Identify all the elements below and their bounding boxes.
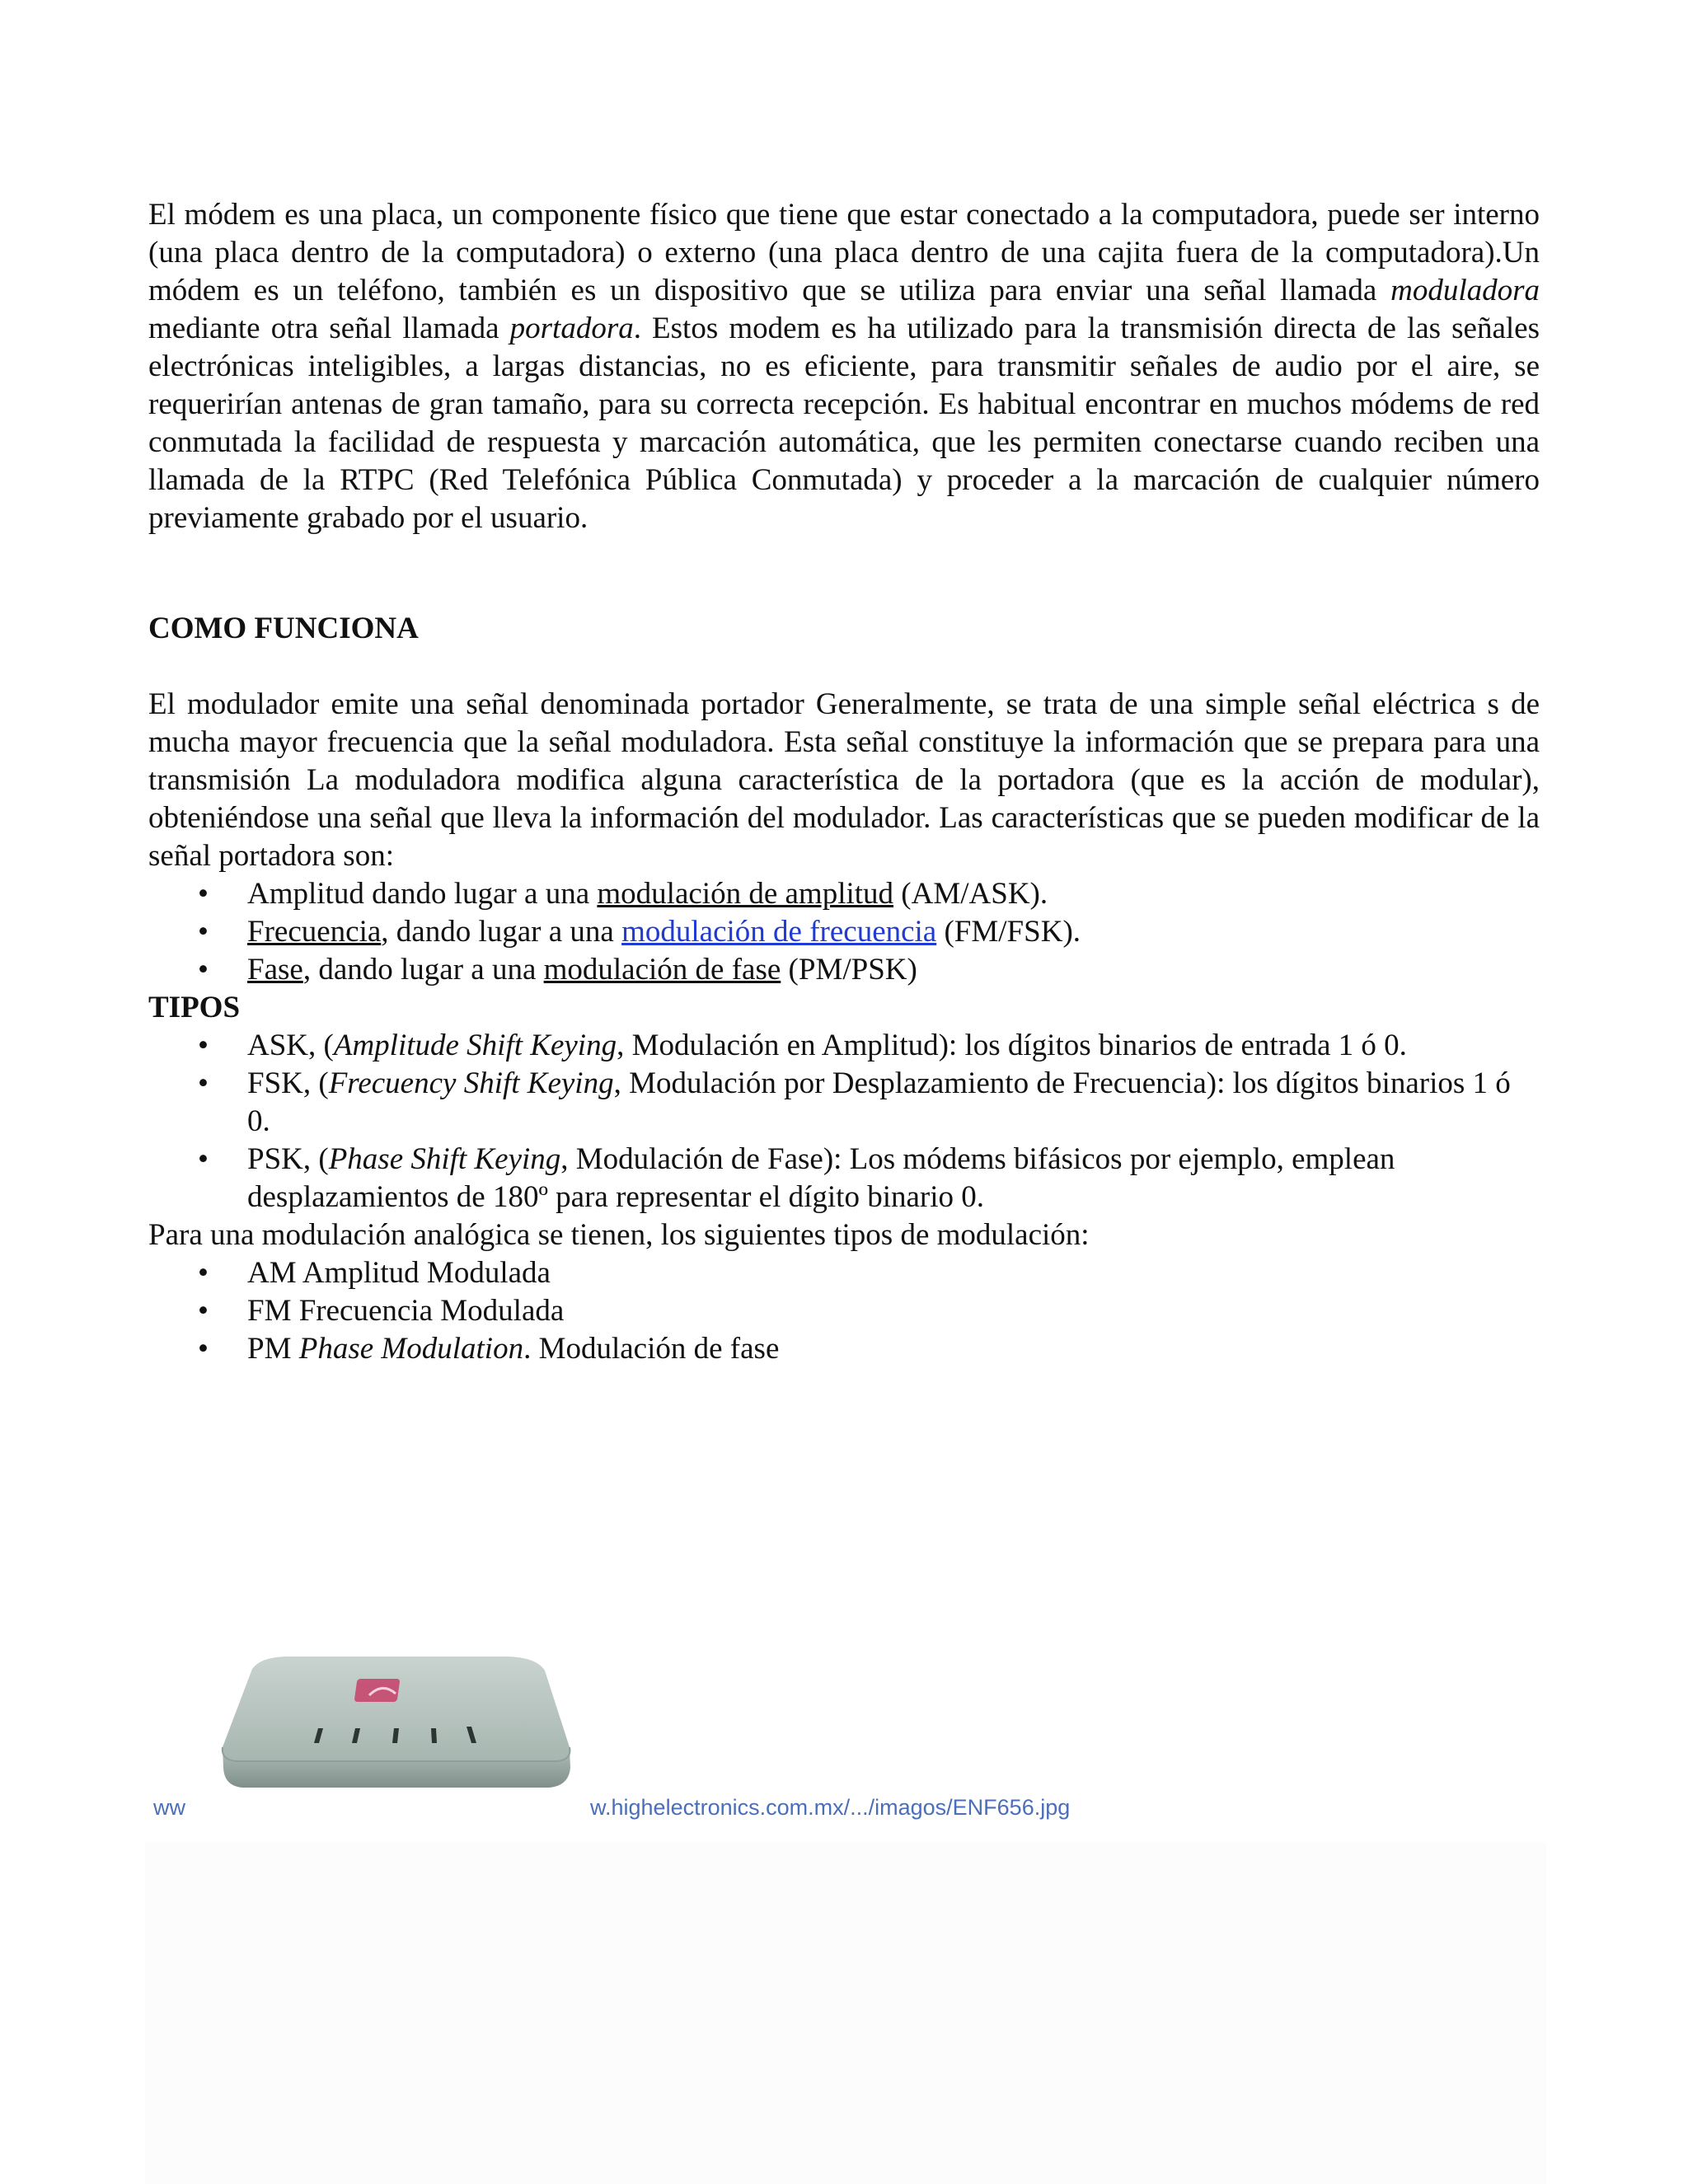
characteristics-list [148, 875, 1540, 989]
bullet-icon: • [198, 1066, 209, 1100]
item-emphasis: Frecuency Shift Keying [328, 1066, 614, 1100]
intro-paragraph [148, 196, 1540, 537]
item-text: (PM/PSK) [781, 953, 917, 987]
item-text: (FM/FSK). [936, 915, 1081, 949]
link-fase[interactable]: Fase [247, 953, 303, 987]
section-heading-como-funciona: COMO FUNCIONA [148, 612, 419, 645]
item-emphasis: Amplitude Shift Keying [333, 1029, 617, 1062]
modem-illustration-icon [219, 1652, 574, 1793]
modem-image [219, 1652, 574, 1793]
link-modulacion-amplitud[interactable]: modulación de amplitud [597, 877, 894, 911]
analogica-list [148, 1254, 1540, 1368]
bullet-icon: • [198, 1029, 209, 1062]
item-emphasis: Phase Modulation [298, 1332, 524, 1366]
item-text: FM Frecuencia Modulada [247, 1294, 565, 1328]
item-text: ASK, ( [247, 1029, 334, 1062]
como-funciona-paragraph: El modulador emite una señal denominada portador Generalmente, se trata de una simple señal eléctrica s de mucha mayor frecuencia que la señal moduladora. Esta señal constituye la información que se prepara para una transmisión La moduladora modifica alguna característica de la portadora (que es la acción de modular), obteniéndose una señal que lleva la información del modulador. Las características que se pueden modificar de la señal portadora son: [148, 687, 1540, 873]
link-modulacion-fase[interactable]: modulación de fase [543, 953, 781, 987]
item-text: , Modulación por Desplazamiento de Frecuencia): los dígitos binarios 1 ó 0. [247, 1066, 1511, 1138]
intro-text-2: mediante otra señal llamada [148, 312, 510, 345]
list-item [198, 1027, 1540, 1065]
list-item [198, 1330, 1540, 1368]
list-item [198, 875, 1540, 913]
faint-background-panel [145, 1842, 1546, 2184]
item-text: (AM/ASK). [893, 877, 1048, 911]
bullet-icon: • [198, 1294, 209, 1328]
bullet-icon: • [198, 1256, 209, 1290]
intro-moduladora: moduladora [1390, 274, 1540, 307]
tipos-list [148, 1027, 1540, 1216]
list-item [198, 1141, 1540, 1216]
image-caption-url: w.highelectronics.com.mx/.../imagos/ENF656.jpg [590, 1795, 1071, 1820]
list-item [198, 1254, 1540, 1292]
link-modulacion-frecuencia[interactable]: modulación de frecuencia [621, 915, 937, 949]
document-content [148, 196, 1540, 1368]
intro-text-3: . Estos modem es ha utilizado para la transmisión directa de las señales electrónicas inteligibles, a largas distancias, no es eficiente, para transmitir señales de audio por el aire, se requerirían antenas de gran tamaño, para su correcta recepción. Es habitual encontrar en muchos módems de red conmutada la facilidad de respuesta y marcación automática, que les permiten conectarse cuando reciben una llamada de la RTPC (Red Telefónica Pública Conmutada) y proceder a la marcación de cualquier número previamente grabado por el usuario. [148, 312, 1540, 535]
list-item [198, 913, 1540, 951]
analogica-intro: Para una modulación analógica se tienen, los siguientes tipos de modulación: [148, 1218, 1090, 1252]
section-heading-tipos: TIPOS [148, 991, 241, 1024]
bullet-icon: • [198, 953, 209, 987]
list-item [198, 951, 1540, 989]
item-text: , dando lugar a una [381, 915, 622, 949]
list-item [198, 1065, 1540, 1141]
item-text: . Modulación de fase [523, 1332, 780, 1366]
link-frecuencia[interactable]: Frecuencia [247, 915, 382, 949]
list-item [198, 1292, 1540, 1330]
item-text: , Modulación en Amplitud): los dígitos binarios de entrada 1 ó 0. [617, 1029, 1407, 1062]
intro-portadora: portadora [509, 312, 634, 345]
bullet-icon: • [198, 915, 209, 949]
item-text: FSK, ( [247, 1066, 329, 1100]
bullet-icon: • [198, 1332, 209, 1366]
bullet-icon: • [198, 1142, 209, 1176]
bullet-icon: • [198, 877, 209, 911]
item-text: , Modulación de Fase): Los módems bifásicos por ejemplo, emplean desplazamientos de 180º para representar el dígito binario 0. [247, 1142, 1395, 1214]
intro-text-1: El módem es una placa, un componente físico que tiene que estar conectado a la computadora, puede ser interno (una placa dentro de la computadora) o externo (una placa dentro de una cajita fuera de la computadora).Un módem es un teléfono, también es un dispositivo que se utiliza para enviar una señal llamada [148, 198, 1540, 307]
item-text: , dando lugar a una [302, 953, 544, 987]
image-caption-left: ww [153, 1795, 185, 1820]
item-text: PM [247, 1332, 299, 1366]
item-text: PSK, ( [247, 1142, 329, 1176]
item-text: Amplitud dando lugar a una [247, 877, 598, 911]
item-text: AM Amplitud Modulada [247, 1256, 551, 1290]
item-emphasis: Phase Shift Keying [328, 1142, 561, 1176]
